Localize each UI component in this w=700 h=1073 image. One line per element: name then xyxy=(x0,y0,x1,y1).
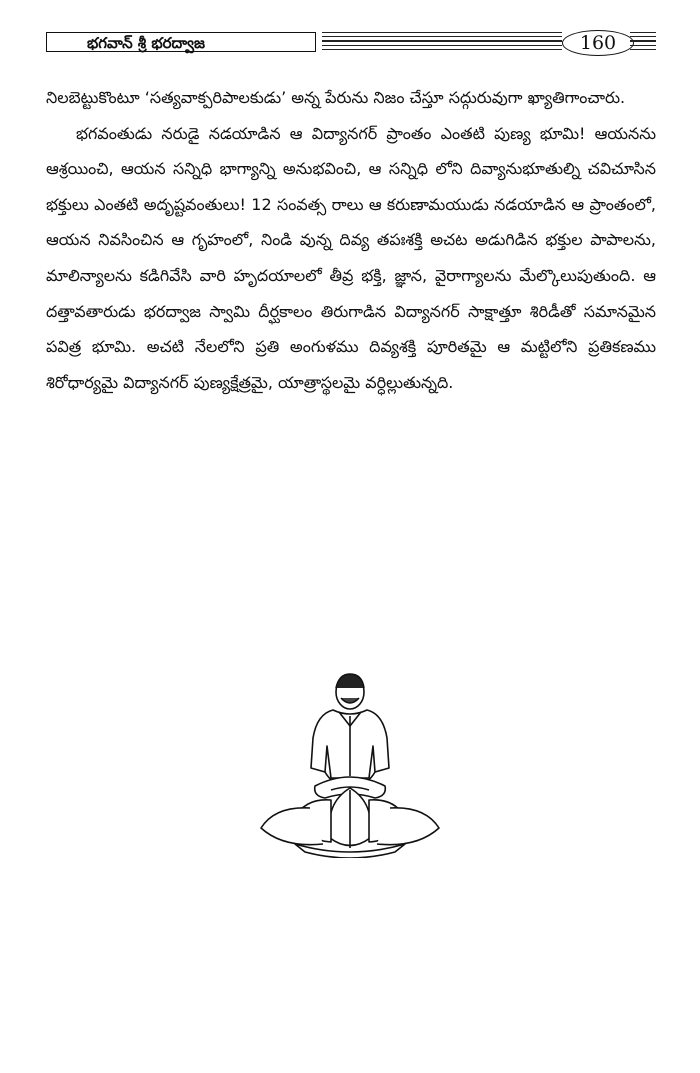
page-header xyxy=(46,30,654,56)
page-number: 160 xyxy=(562,30,634,56)
header-rules-right xyxy=(630,32,656,54)
paragraph: భగవంతుడు నరుడై నడయాడిన ఆ విద్యానగర్ ప్రాంతం ఎంతటి పుణ్య భూమి! ఆయనను ఆశ్రయించి, ఆయన సన్నిధి భాగ్యాన్ని అనుభవించి, ఆ సన్నిధి లోని దివ్యానుభూతుల్ని చవిచూసిన భక్తులు ఎంతటి అదృష్టవంతులు! 12 సంవత్స రాలు ఆ కరుణామయుడు నడయాడిన ఆ ప్రాంతంలో, ఆయన నివసించిన ఆ గృహంలో, నిండి వున్న దివ్య తపఃశక్తి అచట అడుగిడిన భక్తుల పాపాలను, మాలిన్యాలను కడిగివేసి వారి హృదయాలలో తీవ్ర భక్తి, జ్ఞాన, వైరాగ్యాలను మేల్కొలుపుతుంది. ఆ దత్తావతారుడు భరద్వాజ స్వామి దీర్ఘకాలం తిరుగాడిన విద్యానగర్ సాక్షాత్తూ శిరిడీతో సమానమైన పవిత్ర భూమి. అచటి నేలలోని ప్రతి అంగుళము దివ్యశక్తి పూరితమై ఆ మట్టిలోని ప్రతికణము శిరోధార్యమై విద్యానగర్ పుణ్యక్షేత్రమై, యాత్రాస్థలమై వర్ధిల్లుతున్నది. xyxy=(46,123,656,392)
running-title: భగవాన్ శ్రీ భరద్వాజ xyxy=(46,32,316,52)
lotus-illustration-icon xyxy=(255,668,445,858)
header-rules xyxy=(322,32,562,54)
paragraph: నిలబెట్టుకొంటూ ‘సత్యవాక్పరిపాలకుడు’ అన్న పేరును నిజం చేస్తూ సద్గురువుగా ఖ్యాతిగాంచారు. xyxy=(46,88,626,107)
body-text xyxy=(46,80,656,400)
seated-figure-on-lotus-illustration xyxy=(255,668,445,858)
